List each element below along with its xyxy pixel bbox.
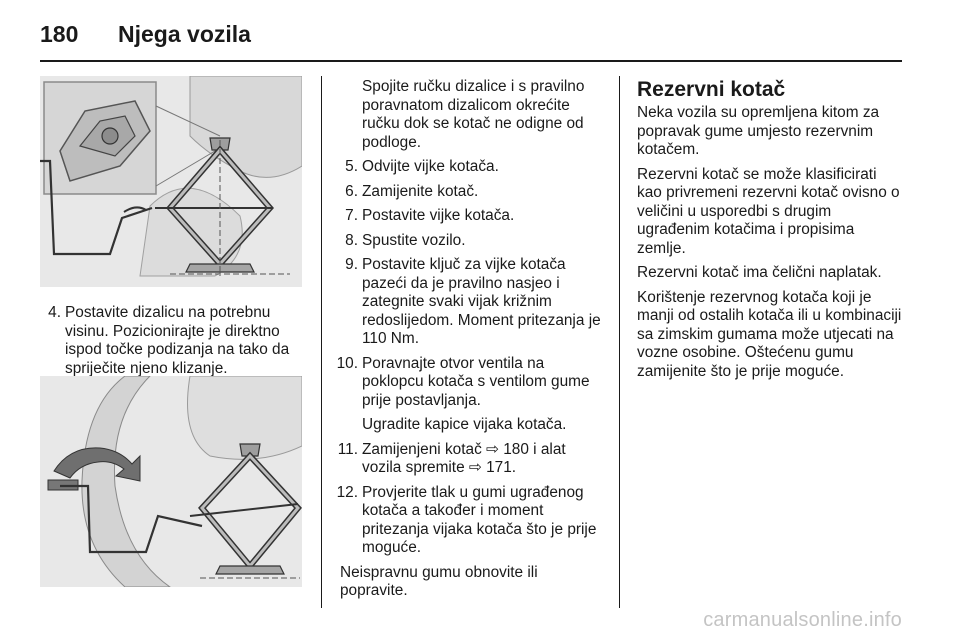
step-number: 8. — [345, 231, 358, 249]
list-item — [340, 207, 604, 226]
list-item — [40, 304, 304, 378]
step-number: 11. — [337, 440, 358, 458]
list-item — [340, 158, 604, 177]
step-text: Postavite dizalicu na potrebnu visinu. Pozicionirajte je direktno ispod točke podizanja na tako da spriječite njeno klizanje. — [65, 304, 290, 377]
step-number: 5. — [345, 158, 358, 175]
step-text: Postavite ključ za vijke kotača pazeći da je pravilno nasjeo i zategnite svaki vijak križnim redoslijedom. Moment pritezanja je 110 Nm. — [362, 256, 601, 347]
header-rule — [40, 60, 902, 62]
column-divider-right — [619, 76, 620, 608]
step-10-subnote: Ugradite kapice vijaka kotača. — [362, 416, 567, 433]
step-number: 12. — [336, 483, 358, 501]
list-item — [340, 256, 604, 349]
section-title: Rezervni kotač — [637, 78, 786, 101]
paragraph: Rezervni kotač se može klasificirati kao privremeni rezervni kotač ovisno o veličini u usporedbi s drugim ugrađenim kotačima i propisima zemlje. — [637, 165, 900, 257]
list-item — [337, 440, 604, 478]
page-number: 180 — [40, 20, 79, 47]
chapter-title: Njega vozila — [118, 20, 251, 47]
step-number: 6. — [345, 182, 358, 200]
step-number: 9. — [345, 256, 358, 273]
paragraph: Neka vozila su opremljena kitom za popravak gume umjesto rezervnim kotačem. — [637, 104, 880, 158]
step-text: Poravnajte otvor ventila na poklopcu kotača s ventilom gume prije postavljanja. — [362, 354, 590, 409]
step-text: Provjerite tlak u gumi ugrađenog kotača a također i moment pritezanja vijaka kotača što je prije moguće. — [362, 483, 597, 556]
step-continuation-text: Spojite ručku dizalice i s pravilno poravnatom dizalicom okrećite ručku dok se kotač ne odigne od podloge. — [362, 78, 585, 151]
paragraph: Rezervni kotač ima čelični naplatak. — [637, 264, 882, 281]
step-text: Postavite vijke kotača. — [362, 207, 515, 224]
step-text: Spustite vozilo. — [362, 231, 466, 249]
list-item — [340, 232, 604, 251]
step-text: Zamijenjeni kotač ⇨ 180 i alat vozila spremite ⇨ 171. — [362, 440, 566, 476]
step-text: Odvijte vijke kotača. — [362, 158, 499, 175]
list-item — [340, 183, 604, 202]
list-item — [336, 354, 604, 411]
step-number: 10. — [336, 354, 358, 372]
scissor-jack-crank-rotation-illustration — [40, 376, 302, 587]
paragraph: Korištenje rezervnog kotača koji je manji od ostalih kotača ili u kombinaciji sa zimskim gumama može utjecati na vozne osobine. Oštećenu gumu zamijenite što je prije moguće. — [637, 288, 902, 380]
scissor-jack-under-lifting-point-illustration — [40, 76, 302, 287]
page-header — [40, 14, 251, 54]
list-item — [336, 483, 604, 558]
step-4-block — [40, 304, 304, 378]
step-text: Zamijenite kotač. — [362, 182, 479, 200]
closing-note: Neispravnu gumu obnovite ili popravite. — [340, 563, 538, 599]
spare-wheel-section — [637, 78, 905, 387]
step-number: 4. — [48, 304, 61, 321]
watermark: carmanualsonline.info — [703, 609, 902, 631]
step-number: 7. — [345, 207, 358, 224]
column-divider-left — [321, 76, 322, 608]
steps-continued-block — [336, 78, 604, 601]
